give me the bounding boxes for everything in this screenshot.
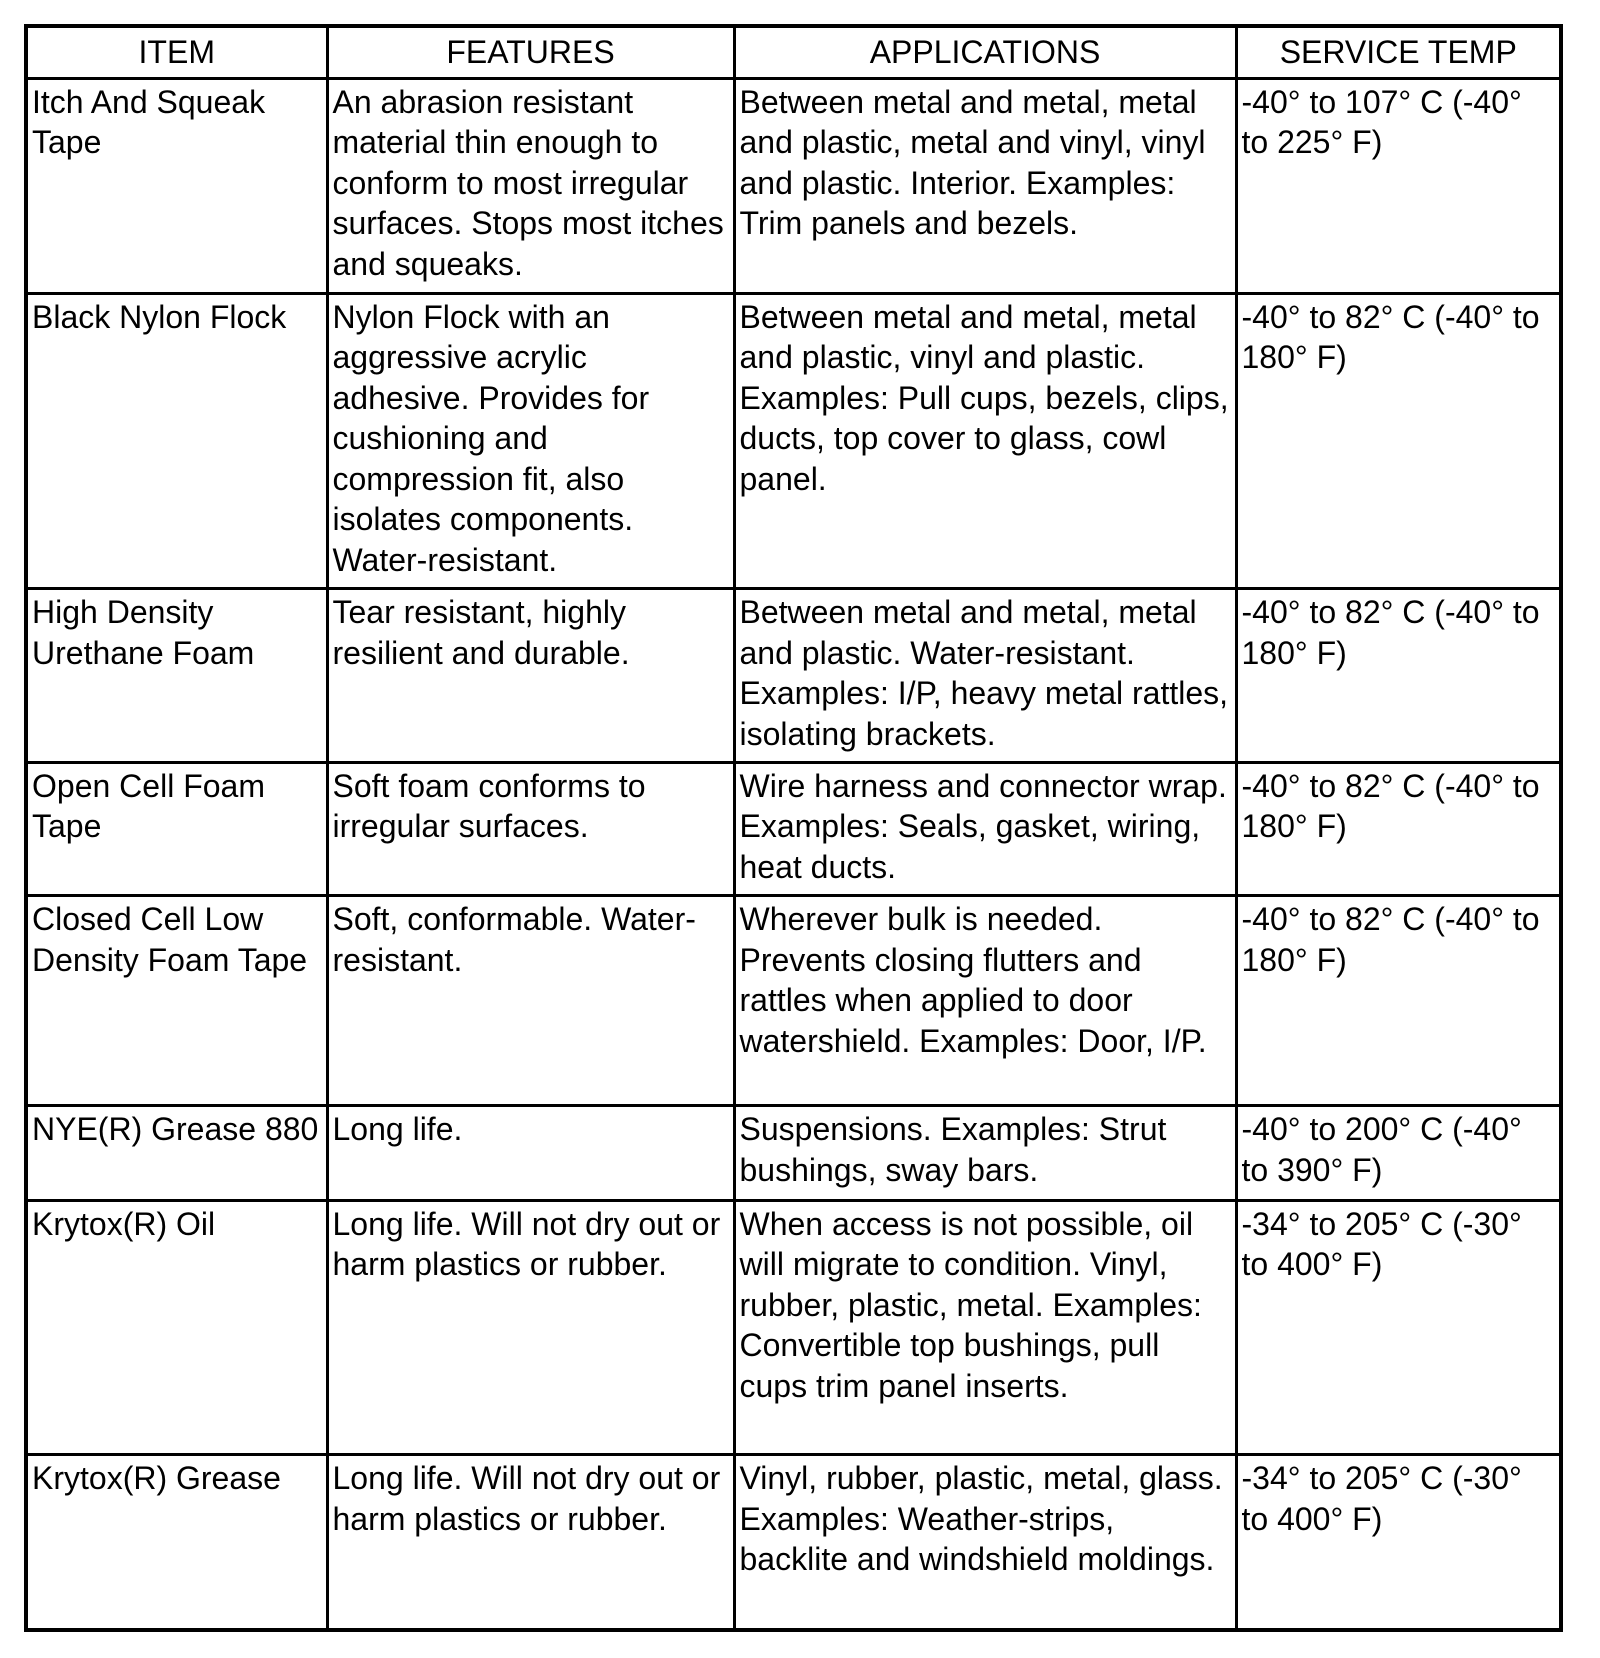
header-item: ITEM [26,26,327,78]
features-cell: Nylon Flock with an aggressive acrylic adhesive. Provides for cushioning and compression fit, also isolates components. Water-resistant. [327,293,734,589]
header-service-temp: SERVICE TEMP [1236,26,1561,78]
item-cell: High Density Urethane Foam [26,589,327,762]
header-applications: APPLICATIONS [734,26,1236,78]
service-temp-cell: -40° to 82° C (-40° to 180° F) [1236,589,1561,762]
applications-cell: Wherever bulk is needed. Prevents closing flutters and rattles when applied to door watershield. Examples: Door, I/P. [734,896,1236,1106]
applications-cell: Wire harness and connector wrap. Examples: Seals, gasket, wiring, heat ducts. [734,762,1236,895]
table-row [26,1106,1561,1200]
features-cell: Long life. Will not dry out or harm plastics or rubber. [327,1200,734,1454]
item-cell: Itch And Squeak Tape [26,78,327,293]
item-cell: Black Nylon Flock [26,293,327,589]
applications-cell: When access is not possible, oil will migrate to condition. Vinyl, rubber, plastic, metal. Examples: Convertible top bushings, pull cups trim panel inserts. [734,1200,1236,1454]
table-row [26,293,1561,589]
table-header-row [26,26,1561,78]
service-temp-cell: -40° to 107° C (-40° to 225° F) [1236,78,1561,293]
features-cell: Tear resistant, highly resilient and durable. [327,589,734,762]
table-row [26,896,1561,1106]
service-temp-cell: -40° to 82° C (-40° to 180° F) [1236,762,1561,895]
service-temp-cell: -40° to 200° C (-40° to 390° F) [1236,1106,1561,1200]
features-cell: Soft, conformable. Water-resistant. [327,896,734,1106]
materials-table [24,24,1563,1632]
applications-cell: Between metal and metal, metal and plastic, metal and vinyl, vinyl and plastic. Interior. Examples: Trim panels and bezels. [734,78,1236,293]
service-temp-cell: -34° to 205° C (-30° to 400° F) [1236,1200,1561,1454]
item-cell: Krytox(R) Oil [26,1200,327,1454]
applications-cell: Between metal and metal, metal and plastic. Water-resistant. Examples: I/P, heavy metal rattles, isolating brackets. [734,589,1236,762]
features-cell: Long life. Will not dry out or harm plastics or rubber. [327,1455,734,1630]
applications-cell: Suspensions. Examples: Strut bushings, sway bars. [734,1106,1236,1200]
item-cell: NYE(R) Grease 880 [26,1106,327,1200]
table-row [26,1200,1561,1454]
item-cell: Closed Cell Low Density Foam Tape [26,896,327,1106]
table-row [26,1455,1561,1630]
features-cell: An abrasion resistant material thin enough to conform to most irregular surfaces. Stops most itches and squeaks. [327,78,734,293]
service-temp-cell: -40° to 82° C (-40° to 180° F) [1236,896,1561,1106]
item-cell: Krytox(R) Grease [26,1455,327,1630]
service-temp-cell: -40° to 82° C (-40° to 180° F) [1236,293,1561,589]
table-row [26,589,1561,762]
applications-cell: Between metal and metal, metal and plastic, vinyl and plastic. Examples: Pull cups, bezels, clips, ducts, top cover to glass, cowl panel. [734,293,1236,589]
features-cell: Soft foam conforms to irregular surfaces. [327,762,734,895]
applications-cell: Vinyl, rubber, plastic, metal, glass. Examples: Weather-strips, backlite and windshield moldings. [734,1455,1236,1630]
service-temp-cell: -34° to 205° C (-30° to 400° F) [1236,1455,1561,1630]
table-row [26,78,1561,293]
header-features: FEATURES [327,26,734,78]
item-cell: Open Cell Foam Tape [26,762,327,895]
features-cell: Long life. [327,1106,734,1200]
table-row [26,762,1561,895]
